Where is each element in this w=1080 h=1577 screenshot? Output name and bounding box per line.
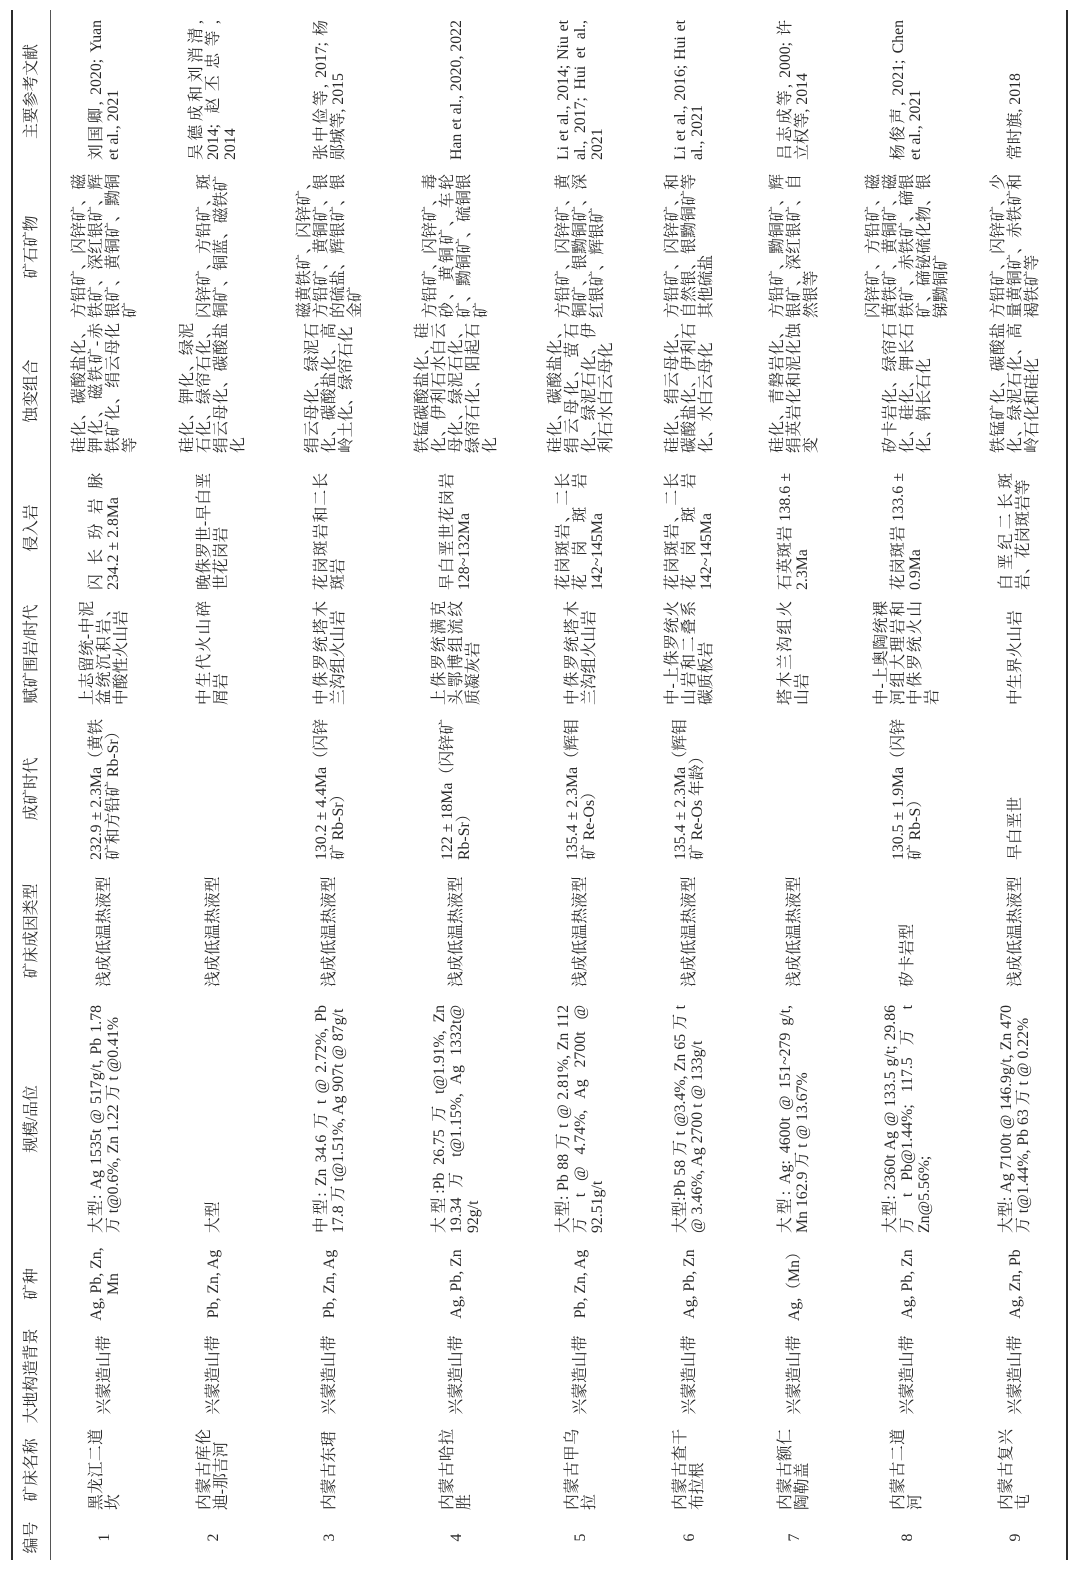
cell-mineralization-age: 135.4 ± 2.3Ma（辉钼矿 Re-Os） (563, 719, 598, 860)
cell-genetic-type: 矽卡岩型 (898, 923, 916, 987)
cell-no: 3 (321, 1533, 338, 1542)
cell-mineralization-age (158, 713, 268, 865)
cell-host-rock: 上志留统-中泥盆统沉积岩、中酸性火山岩 (79, 601, 130, 705)
header-genetic-type: 矿床成因类型 (23, 883, 40, 979)
cell-scale-grade: 大型: 2360t Ag @ 133.5 g/t; 29.86 万 t Pb@1.44%; 117.5 万 t Zn@5.56%; (881, 1005, 933, 1233)
cell-ore-minerals: 磁黄铁矿、闪锌矿、方铅矿、黄铜矿、银的硫盐、辉银矿、银金矿 (295, 174, 364, 318)
cell-intrusion: 花岗斑岩、二长花岗斑岩 142~145Ma (663, 473, 715, 590)
cell-tectonic-setting: 兴蒙造山带 (321, 1335, 338, 1415)
cell-intrusion: 白垩纪二长斑岩、花岗斑岩等 (998, 473, 1032, 590)
cell-scale-grade: 大型: Ag 7100t @ 146.9g/t, Zn 470 万 t@1.44%, Pb 63 万 t @ 0.22% (998, 1005, 1032, 1233)
cell-intrusion: 闪长玢岩脉 234.2 ± 2.8Ma (87, 473, 122, 590)
cell-deposit-name: 内蒙古二道河 (890, 1429, 924, 1510)
cell-ore-minerals: 方铅矿、黝铜矿、辉银矿、深红银矿、自然银等 (768, 174, 820, 318)
cell-tectonic-setting: 兴蒙造山带 (204, 1335, 222, 1415)
deposit-table (11, 10, 1068, 1560)
table-row (640, 10, 738, 1560)
cell-no: 6 (680, 1533, 698, 1542)
cell-mineralization-age: 232.9 ± 2.3Ma（黄铁矿和方铅矿 Rb-Sr） (87, 719, 122, 860)
cell-intrusion: 花岗斑岩和二长斑岩 (312, 473, 347, 590)
cell-references: Li et al., 2016; Hui et al., 2021 (672, 20, 706, 160)
cell-scale-grade: 大型:Pb 26.75 万 t@1.91%, Zn 19.34 万 t@1.15%, Ag 1332t@ 92g/t (430, 1005, 482, 1233)
cell-commodity: Ag, Pb, Zn, Mn (87, 1247, 122, 1321)
cell-no: 2 (204, 1533, 222, 1542)
cell-commodity: Ag, Pb, Zn (898, 1249, 916, 1319)
cell-alteration: 硅化、绢云母化、碳酸盐化、伊利石化、水白云母化 (663, 323, 715, 453)
cell-scale-grade: 大型: Ag 1535t @ 517g/t, Pb 1.78 万 t@0.6%, Zn 1.22 万 t @0.41% (87, 1005, 122, 1233)
cell-genetic-type: 浅成低温热液型 (1006, 876, 1024, 987)
table-row (964, 10, 1066, 1560)
cell-no: 9 (1006, 1533, 1024, 1542)
cell-host-rock: 塔木兰沟组火山岩 (777, 601, 811, 705)
cell-no: 8 (898, 1533, 916, 1542)
cell-tectonic-setting: 兴蒙造山带 (898, 1335, 916, 1415)
table-row (268, 10, 391, 1560)
cell-alteration: 绢云母化、绿泥石化、碳酸盐化、高岭土化、绿帘石化 (304, 323, 355, 453)
cell-scale-grade: 大型:Pb 58 万 t @3.4%, Zn 65 万 t @ 3.46%, Ag 2700 t @ 133g/t (672, 1005, 706, 1233)
header-deposit-name: 矿床名称 (23, 1438, 40, 1502)
cell-mineralization-age: 130.5 ± 1.9Ma（闪锌矿 Rb-S） (890, 719, 924, 860)
cell-deposit-name: 内蒙古额仁陶勒盖 (777, 1429, 811, 1510)
cell-references: 杨俊声, 2021; Chen et al., 2021 (890, 20, 924, 160)
cell-host-rock: 中-上奥陶统裸河组大理岩和中侏罗统火山岩 (873, 601, 941, 705)
cell-ore-minerals: 方铅矿、闪锌矿、和自然银、银黝铜矿等其他硫盐 (663, 174, 715, 318)
cell-commodity: Ag, Zn, Pb (1006, 1249, 1024, 1319)
cell-mineralization-age (738, 713, 850, 865)
cell-references: 张中俭等, 2017; 杨郧城等, 2015 (312, 20, 347, 160)
cell-host-rock: 上侏罗统满克头鄂博组流纹质凝灰岩 (430, 601, 482, 705)
cell-mineralization-age: 130.2 ± 4.4Ma（闪锌矿 Rb-Sr） (312, 719, 347, 860)
cell-references: 吕志成等, 2000; 许立权等, 2014 (777, 20, 811, 160)
header-ore-minerals: 矿石矿物 (23, 215, 40, 279)
cell-host-rock: 中-上侏罗统火山岩和二叠系碳质板岩 (663, 601, 715, 705)
cell-genetic-type: 浅成低温热液型 (680, 876, 698, 987)
cell-alteration: 铁锰矿化、碳酸盐化、绿泥石化、高岭石化和硅化 (989, 323, 1041, 453)
cell-ore-minerals: 方铅矿、闪锌矿、磁铁矿、深红银矿、辉银矿、黄铜矿、黝铜矿 (70, 174, 139, 318)
cell-commodity: Ag,（Mn） (785, 1244, 803, 1321)
header-intrusion: 侵入岩 (23, 504, 40, 552)
table-row (391, 10, 521, 1560)
cell-ore-minerals: 方铅矿、闪锌矿、黄铜矿、银黝铜矿、深红银矿、辉银矿 (555, 174, 606, 318)
cell-deposit-name: 内蒙古查干布拉根 (672, 1429, 706, 1510)
cell-no: 5 (572, 1533, 589, 1542)
cell-commodity: Pb, Zn, Ag (572, 1249, 589, 1319)
cell-commodity: Pb, Zn, Ag (321, 1249, 338, 1319)
cell-references: 吴德成和刘消清, 2014; 赵丕忠等, 2014 (187, 20, 239, 160)
cell-deposit-name: 内蒙古复兴屯 (998, 1429, 1032, 1510)
cell-no: 1 (96, 1533, 113, 1542)
header-tectonic-setting: 大地构造背景 (23, 1328, 40, 1424)
header-host-rock: 赋矿围岩/时代 (23, 604, 40, 704)
cell-deposit-name: 内蒙古甲乌拉 (563, 1429, 598, 1510)
cell-host-rock: 中生代火山碎屑岩 (196, 601, 230, 705)
cell-tectonic-setting: 兴蒙造山带 (1006, 1335, 1024, 1415)
cell-deposit-name: 内蒙古东珺 (321, 1431, 338, 1510)
cell-ore-minerals: 闪锌矿、方铅矿、磁黄铁矿、黄铜矿、磁铁矿、赤铁矿、碲银矿、碲铋硫化物、银锑黝铜矿 (864, 174, 950, 318)
cell-intrusion: 花岗斑岩 133.6 ± 0.9Ma (890, 473, 924, 590)
table-header-row (13, 10, 51, 1560)
cell-genetic-type: 浅成低温热液型 (785, 876, 803, 987)
header-no: 编号 (23, 1521, 40, 1554)
cell-scale-grade: 大型: Ag: 4600t @ 151~279 g/t, Mn 162.9 万 t @ 13.67% (777, 1005, 811, 1233)
cell-genetic-type: 浅成低温热液型 (321, 876, 338, 987)
cell-deposit-name: 黑龙江二道坎 (87, 1429, 122, 1510)
cell-tectonic-setting: 兴蒙造山带 (447, 1335, 465, 1415)
cell-intrusion: 石英斑岩 138.6 ± 2.3Ma (777, 473, 811, 590)
table-row (521, 10, 640, 1560)
cell-scale-grade: 中型: Zn 34.6 万 t @ 2.72%, Pb 17.8 万 t@1.51%, Ag 907t @ 87g/t (312, 1005, 347, 1233)
cell-scale-grade: 大型: Pb 88 万 t @ 2.81%, Zn 112 万 t @ 4.74%, Ag 2700t @ 92.51g/t (555, 1005, 606, 1233)
cell-genetic-type: 浅成低温热液型 (447, 876, 465, 987)
cell-alteration: 硅化、青磐岩化、绢英岩化和泥化蚀变 (768, 323, 820, 453)
cell-host-rock: 中侏罗统塔木兰沟组火山岩 (563, 601, 598, 705)
table-row (51, 10, 158, 1560)
cell-intrusion: 晚侏罗世-早白垩世花岗岩 (196, 473, 230, 590)
cell-alteration: 矽卡岩化、绿帘石化、硅化、钾长石化、钠长石化 (881, 323, 933, 453)
table-row (738, 10, 850, 1560)
cell-ore-minerals: 闪锌矿、方铅矿、斑铜矿、铜蓝、磁铁矿 (196, 174, 230, 318)
cell-references: 刘国卿, 2020; Yuan et al., 2021 (87, 20, 122, 160)
cell-tectonic-setting: 兴蒙造山带 (680, 1335, 698, 1415)
cell-references: 常时旗, 2018 (1006, 73, 1024, 160)
cell-commodity: Pb, Zn, Ag (204, 1249, 222, 1319)
cell-alteration: 硅化、钾化、绿泥石化、绿帘石化、绢云母化、碳酸盐化 (179, 323, 247, 453)
cell-ore-minerals: 方铅矿、闪锌矿、少量黄铜矿、赤铁矿和褐铁矿等 (989, 174, 1041, 318)
table-row (850, 10, 964, 1560)
cell-mineralization-age: 135.4 ± 2.3Ma（辉钼矿 Re-Os 年龄） (672, 719, 706, 860)
table-row (158, 10, 268, 1560)
cell-references: Han et al., 2020, 2022 (447, 20, 465, 160)
cell-mineralization-age: 122 ± 18Ma（闪锌矿 Rb-Sr） (439, 719, 473, 860)
cell-alteration: 硅化、碳酸盐化、绢云母化、萤石化、绿泥石化、伊利石水白云母化 (546, 323, 615, 453)
cell-host-rock: 中生界火山岩 (1006, 610, 1024, 705)
cell-no: 7 (785, 1533, 803, 1542)
cell-intrusion: 花岗斑岩、二长花岗斑岩 142~145Ma (555, 473, 606, 590)
cell-intrusion: 早白垩世花岗岩 128~132Ma (439, 473, 473, 590)
cell-tectonic-setting: 兴蒙造山带 (96, 1335, 113, 1415)
cell-host-rock: 中侏罗统塔木兰沟组火山岩 (312, 601, 347, 705)
cell-mineralization-age: 早白垩世 (1006, 796, 1024, 860)
cell-commodity: Ag, Pb, Zn (680, 1249, 698, 1319)
cell-genetic-type: 浅成低温热液型 (204, 876, 222, 987)
header-scale-grade: 规模/品位 (23, 1085, 40, 1153)
cell-deposit-name: 内蒙古哈拉胜 (439, 1429, 473, 1510)
header-references: 主要参考文献 (23, 44, 40, 139)
cell-no: 4 (447, 1533, 465, 1542)
cell-tectonic-setting: 兴蒙造山带 (785, 1335, 803, 1415)
cell-ore-minerals: 方铅矿、闪锌矿、毒砂、黄铜矿、车轮矿、黝铜矿、硫铜银矿 (422, 174, 490, 318)
cell-genetic-type: 浅成低温热液型 (96, 876, 113, 987)
cell-commodity: Ag, Pb, Zn (447, 1249, 465, 1319)
cell-references: Li et al., 2014; Niu et al., 2017; Hui et al., 2021 (555, 20, 606, 160)
header-mineralization-age: 成矿时代 (23, 757, 40, 821)
cell-alteration: 铁锰碳酸盐化、硅化、伊利石水白云母化、绿泥石化、绿帘石化、阳起石化 (413, 323, 499, 453)
cell-genetic-type: 浅成低温热液型 (572, 876, 589, 987)
header-commodity: 矿种 (23, 1268, 40, 1300)
cell-tectonic-setting: 兴蒙造山带 (572, 1335, 589, 1415)
cell-alteration: 硅化、碳酸盐化、钾化、磁铁矿-赤铁矿化、绢云母化等 (70, 323, 139, 453)
cell-deposit-name: 内蒙古库伦迪-那吉河 (196, 1429, 230, 1510)
header-alteration: 蚀变组合 (23, 359, 40, 423)
cell-scale-grade: 大型 (204, 1201, 222, 1233)
